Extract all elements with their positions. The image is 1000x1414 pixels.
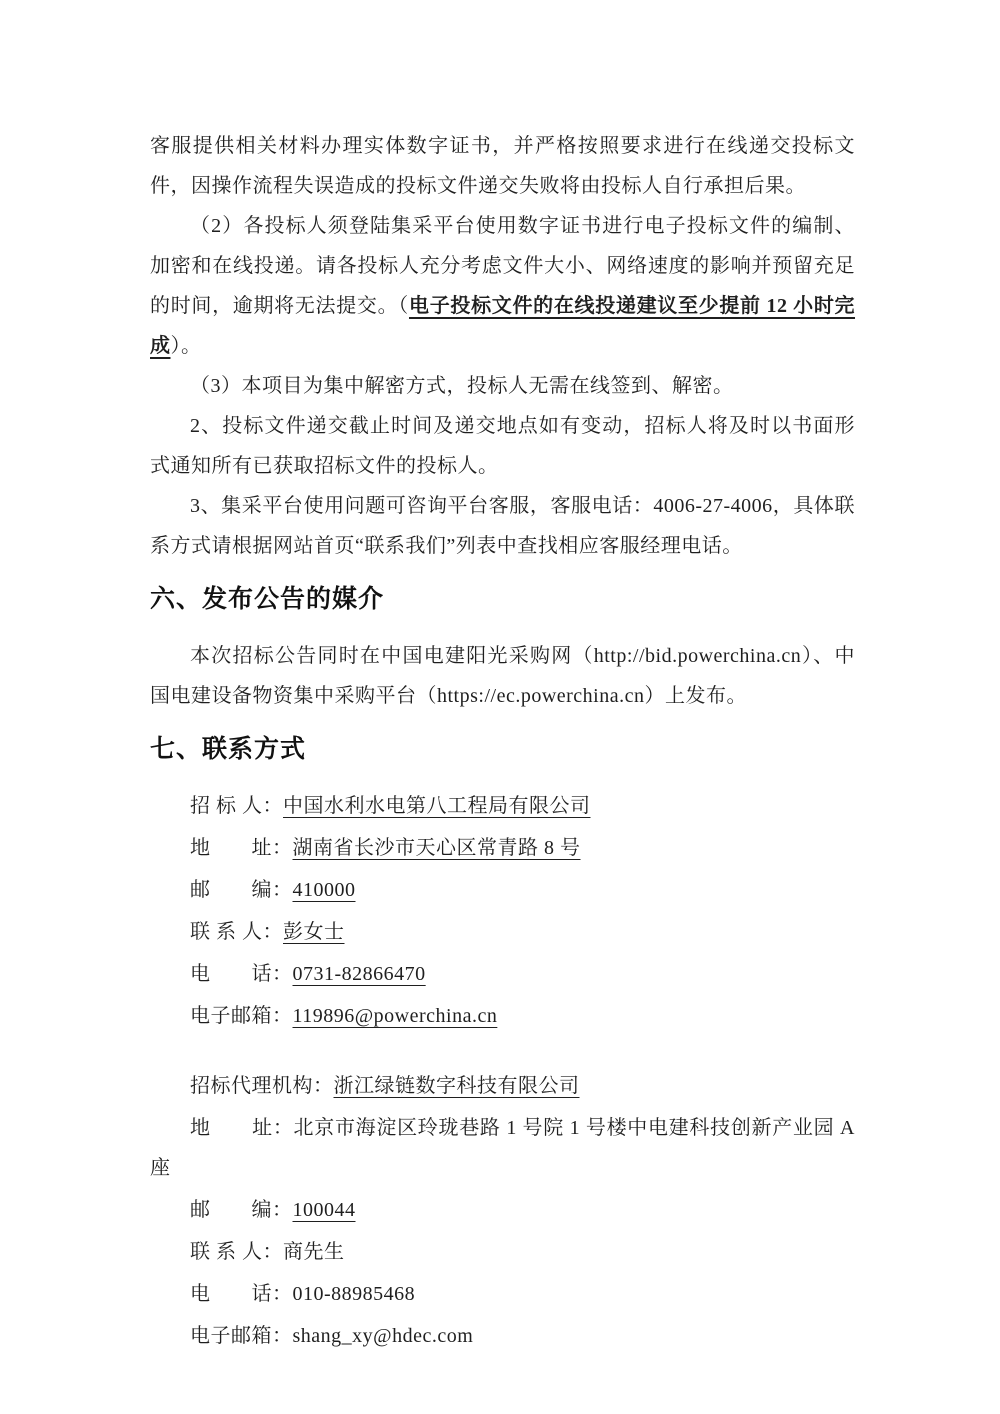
agency-contact-block — [150, 1066, 855, 1356]
agency-contact-person-row — [150, 1232, 855, 1272]
bidder-contact-person-value: 彭女士 — [283, 921, 345, 943]
paragraph-item-3: （3）本项目为集中解密方式，投标人无需在线签到、解密。 — [190, 375, 734, 397]
agency-address-label: 地 址： — [190, 1117, 294, 1139]
bidder-phone-value: 0731-82866470 — [292, 963, 426, 985]
agency-name-row — [150, 1066, 855, 1106]
agency-postcode-label: 邮 编： — [190, 1199, 293, 1221]
agency-email-value: shang_xy@hdec.com — [292, 1325, 474, 1347]
agency-email-label: 电子邮箱： — [190, 1325, 293, 1347]
agency-phone-value: 010-88985468 — [292, 1283, 416, 1305]
bidder-contact-person-row — [150, 912, 855, 952]
bidder-postcode-value: 410000 — [292, 879, 356, 901]
bidder-email-row — [150, 996, 855, 1036]
bidder-address-value: 湖南省长沙市天心区常青路 8 号 — [292, 837, 581, 859]
paragraph-item-2-closing: ）。 — [170, 335, 202, 357]
section-6-paragraph: 本次招标公告同时在中国电建阳光采购网（http://bid.powerchina.cn）、中国电建设备物资集中采购平台（https://ec.powerchina.cn）上发布。 — [150, 645, 855, 707]
agency-phone-row — [150, 1274, 855, 1314]
paragraph-continuation: 客服提供相关材料办理实体数字证书，并严格按照要求进行在线递交投标文件，因操作流程失误造成的投标文件递交失败将由投标人自行承担后果。 — [150, 135, 855, 197]
bidder-name-label: 招 标 人： — [190, 795, 283, 817]
bidder-phone-row — [150, 954, 855, 994]
paragraph-platform-support: 3、集采平台使用问题可咨询平台客服，客服电话：4006-27-4006，具体联系方式请根据网站首页“联系我们”列表中查找相应客服经理电话。 — [150, 495, 855, 557]
bidder-phone-label: 电 话： — [190, 963, 293, 985]
section-7-heading: 七、联系方式 — [150, 735, 307, 763]
agency-address-value: 北京市海淀区玲珑巷路 1 号院 1 号楼中电建科技创新产业园 A座 — [150, 1117, 856, 1179]
paragraph-change-notice: 2、投标文件递交截止时间及递交地点如有变动，招标人将及时以书面形式通知所有已获取招标文件的投标人。 — [150, 415, 855, 477]
agency-postcode-row — [150, 1190, 855, 1230]
paragraph-item-2-text: （2）各投标人须登陆集采平台使用数字证书进行电子投标文件的编制、加密和在线投递。请各投标人充分考虑文件大小、网络速度的影响并预留充足的时间，逾期将无法提交。（ — [150, 215, 855, 317]
bidder-postcode-row — [150, 870, 855, 910]
bidder-address-row — [150, 828, 855, 868]
agency-contact-person-label: 联 系 人： — [190, 1241, 283, 1263]
bidder-name-row — [150, 786, 855, 826]
agency-name-label: 招标代理机构： — [190, 1075, 334, 1097]
paragraph-item-2 — [150, 206, 855, 366]
bidder-postcode-label: 邮 编： — [190, 879, 293, 901]
agency-postcode-value: 100044 — [292, 1199, 356, 1221]
agency-contact-person-value: 商先生 — [283, 1241, 345, 1263]
bidder-email-value: 119896@powerchina.cn — [292, 1005, 498, 1027]
bidder-contact-person-label: 联 系 人： — [190, 921, 283, 943]
agency-address-row — [150, 1108, 855, 1188]
bidder-name-value: 中国水利水电第八工程局有限公司 — [283, 795, 591, 817]
agency-phone-label: 电 话： — [190, 1283, 293, 1305]
section-6-heading: 六、发布公告的媒介 — [150, 585, 385, 613]
agency-name-value: 浙江绿链数字科技有限公司 — [333, 1075, 580, 1097]
deadline-emphasis-text: 电子投标文件的在线投递建议至少提前 12 小时完成 — [150, 295, 856, 357]
bidder-address-label: 地 址： — [190, 837, 293, 859]
bidder-email-label: 电子邮箱： — [190, 1005, 293, 1027]
bidder-contact-block — [150, 786, 855, 1036]
agency-email-row — [150, 1316, 855, 1356]
